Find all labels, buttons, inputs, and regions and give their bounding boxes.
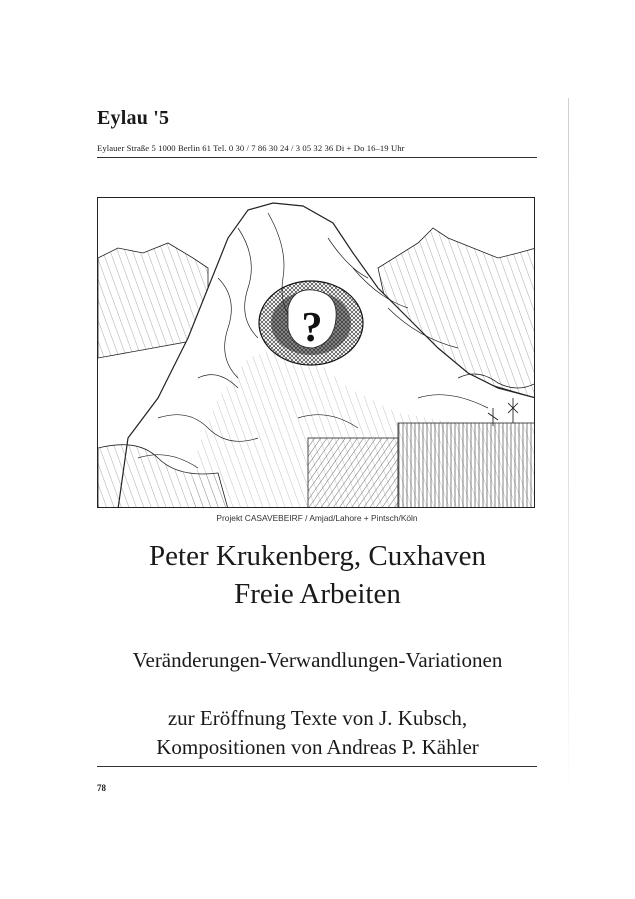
artwork-caption: Projekt CASAVEBEIRF / Amjad/Lahore + Pintsch/Köln — [216, 513, 418, 523]
gallery-address: Eylauer Straße 5 1000 Berlin 61 Tel. 0 30 / 7 86 30 24 / 3 05 32 36 Di + Do 16–19 Uhr — [97, 143, 405, 153]
exhibition-title-artist: Peter Krukenberg, Cuxhaven — [149, 540, 486, 572]
opening-info-line1: zur Eröffnung Texte von J. Kubsch, — [167, 706, 468, 730]
header-rule — [97, 157, 537, 158]
gallery-name: Eylau '5 — [97, 107, 170, 129]
artwork-illustration — [97, 197, 535, 508]
footer-rule — [97, 766, 537, 767]
page-edge-line — [568, 98, 569, 798]
exhibition-title-works: Freie Arbeiten — [234, 578, 401, 610]
page-number: 78 — [97, 783, 106, 793]
question-mark: ? — [301, 305, 323, 351]
exhibition-subtitle: Veränderungen-Verwandlungen-Variationen — [132, 648, 503, 672]
opening-info-line2: Kompositionen von Andreas P. Kähler — [156, 735, 479, 759]
